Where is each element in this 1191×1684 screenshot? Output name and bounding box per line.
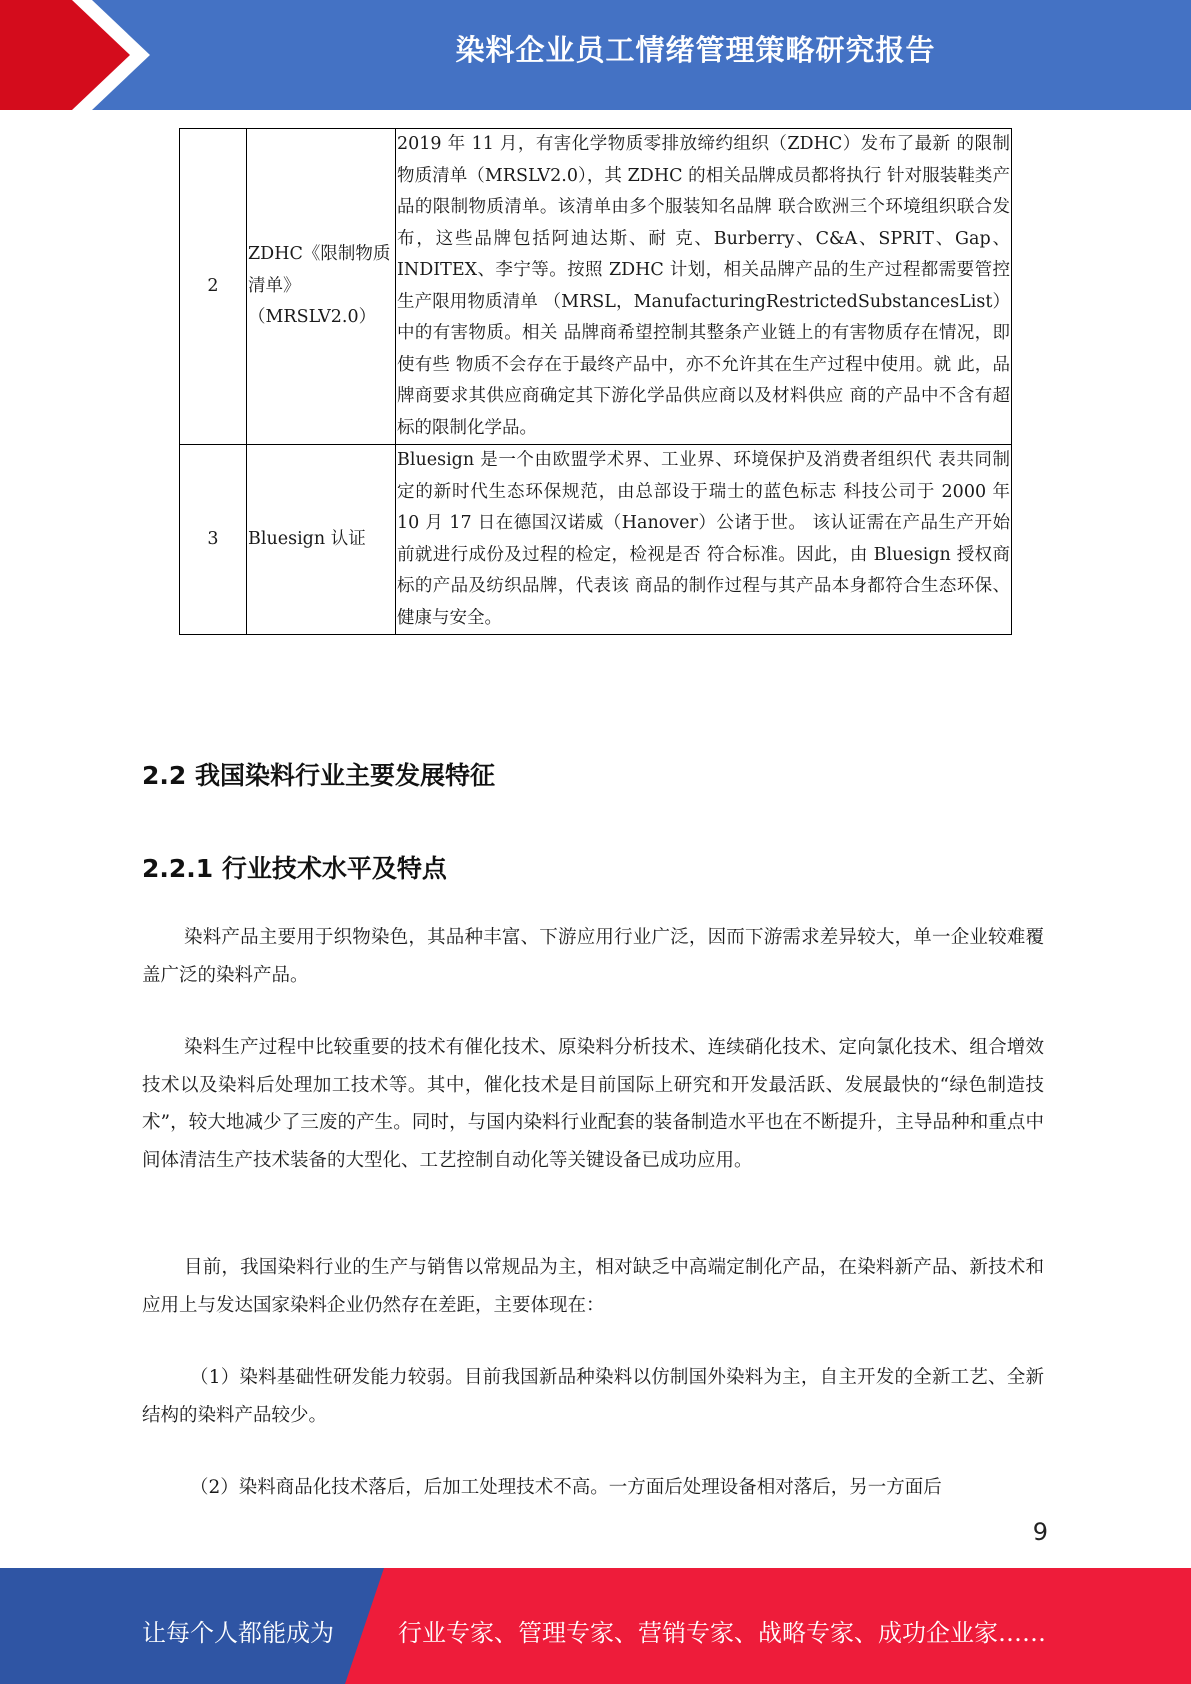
- standard-description: 2019 年 11 月，有害化学物质零排放缔约组织（ZDHC）发布了最新 的限制物质清单（MRSLV2.0），其 ZDHC 的相关品牌成员都将执行 针对服装鞋类产品的限制物质清单。该清单由多个服装知名品牌 联合欧洲三个环境组织联合发布，这些品牌包括阿迪达斯、耐 克、Burberry、C&A、SPRIT、Gap、INDITEX、李宁等。按照 ZDHC 计划，相关品牌产品的生产过程都需要管控生产限用物质清单 （MRSL，ManufacturingRestrictedSubstancesList）中的有害物质。相关 品牌商希望控制其整条产业链上的有害物质存在情况，即使有些 物质不会存在于最终产品中，亦不允许其在生产过程中使用。就 此，品牌商要求其供应商确定其下游化学品供应商以及材料供应 商的产品中不含有超标的限制化学品。: [396, 129, 1012, 445]
- footer-slogan-left: 让每个人都能成为: [142, 1619, 334, 1647]
- standard-name: ZDHC《限制物质清单》（MRSLV2.0）: [247, 129, 396, 445]
- document-title: 染料企业员工情绪管理策略研究报告: [455, 33, 936, 67]
- table-row: [180, 129, 1012, 445]
- list-item: （2）染料商品化技术落后，后加工处理技术不高。一方面后处理设备相对落后，另一方面后: [190, 1477, 942, 1498]
- standard-description: Bluesign 是一个由欧盟学术界、工业界、环境保护及消费者组织代 表共同制定的新时代生态环保规范，由总部设于瑞士的蓝色标志 科技公司于 2000 年 10 月 17 日在德国汉诺威（Hanover）公诸于世。 该认证需在产品生产开始前就进行成份及过程的检定，检视是否 符合标准。因此，由 Bluesign 授权商标的产品及纺织品牌，代表该 商品的制作过程与其产品本身都符合生态环保、健康与安全。: [396, 445, 1012, 635]
- body-paragraph: 染料生产过程中比较重要的技术有催化技术、原染料分析技术、连续硝化技术、定向氯化技术、组合增效技术以及染料后处理加工技术等。其中，催化技术是目前国际上研究和开发最活跃、发展最快的“绿色制造技术”，较大地减少了三废的产生。同时，与国内染料行业配套的装备制造水平也在不断提升，主导品种和重点中间体清洁生产技术装备的大型化、工艺控制自动化等关键设备已成功应用。: [142, 1037, 1044, 1171]
- table-row: [180, 445, 1012, 635]
- header-arrow-decoration: [0, 0, 160, 110]
- row-number: 3: [180, 445, 247, 635]
- standard-name: Bluesign 认证: [247, 445, 396, 635]
- page-number: 9: [1032, 1518, 1048, 1546]
- row-number: 2: [180, 129, 247, 445]
- list-item: （1）染料基础性研发能力较弱。目前我国新品种染料以仿制国外染料为主，自主开发的全新工艺、全新结构的染料产品较少。: [142, 1367, 1044, 1426]
- subsection-heading: 2.2.1 行业技术水平及特点: [142, 854, 447, 883]
- body-paragraph: 目前，我国染料行业的生产与销售以常规品为主，相对缺乏中高端定制化产品，在染料新产品、新技术和应用上与发达国家染料企业仍然存在差距，主要体现在：: [142, 1257, 1044, 1316]
- page-header: [0, 0, 1191, 110]
- footer-slogan-right: 行业专家、管理专家、营销专家、战略专家、成功企业家……: [398, 1619, 1046, 1647]
- page-footer: [0, 1568, 1191, 1684]
- body-paragraph: 染料产品主要用于织物染色，其品种丰富、下游应用行业广泛，因而下游需求差异较大，单一企业较难覆盖广泛的染料产品。: [142, 927, 1044, 986]
- section-heading: 2.2 我国染料行业主要发展特征: [142, 761, 495, 790]
- standards-table: [179, 128, 1012, 635]
